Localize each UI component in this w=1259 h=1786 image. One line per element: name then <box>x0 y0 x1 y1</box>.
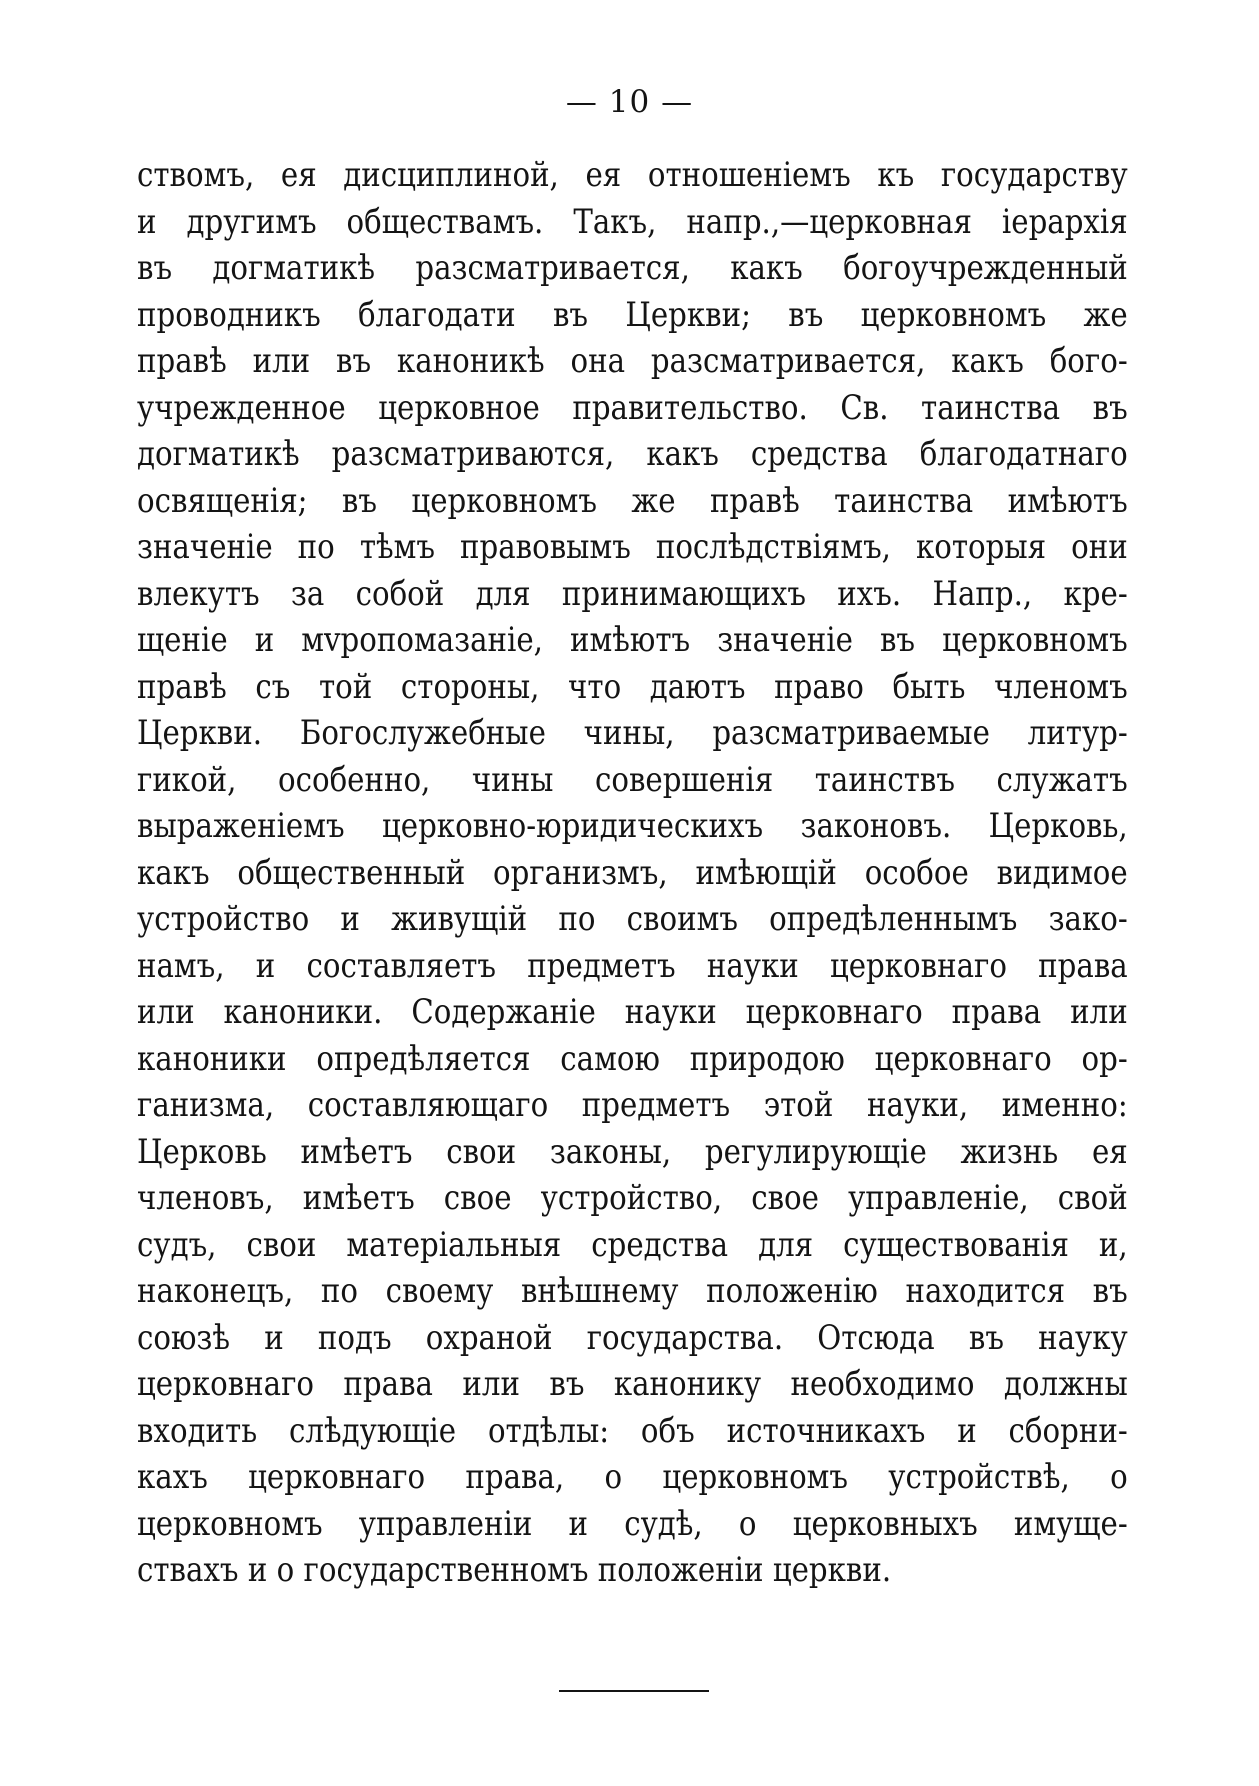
text-line: церковномъ управленiи и судѣ, о церковныхъ имуще- <box>137 1503 1128 1544</box>
text-line: выраженiемъ церковно-юридическихъ законовъ. Церковь, <box>137 806 1128 846</box>
text-line: церковнаго права или въ канонику необходимо должны <box>137 1364 1128 1404</box>
page-number: — 10 — <box>565 84 694 120</box>
text-line: входить слѣдующiе отдѣлы: объ источникахъ и сборни- <box>137 1410 1128 1451</box>
text-line: намъ, и составляетъ предметъ науки церковнаго права <box>137 945 1128 986</box>
text-line: правѣ или въ каноникѣ она разсматривается, какъ бого- <box>137 341 1128 381</box>
text-line: ствомъ, ея дисциплиной, ея отношенiемъ къ государству <box>137 155 1128 195</box>
text-line: судъ, свои матерiальныя средства для существованiя и, <box>137 1224 1128 1265</box>
text-line: проводникъ благодати въ Церкви; въ церковномъ же <box>137 294 1128 335</box>
text-line: какъ общественный организмъ, имѣющiй особое видимое <box>137 852 1128 893</box>
text-line: ганизма, составляющаго предметъ этой науки, именно: <box>137 1085 1128 1125</box>
text-line: устройство и живущiй по своимъ опредѣленнымъ зако- <box>137 899 1128 939</box>
section-end-rule <box>559 1690 709 1692</box>
text-line: членовъ, имѣетъ свое устройство, свое управленiе, свой <box>137 1178 1128 1218</box>
text-line: догматикѣ разсматриваются, какъ средства благодатнаго <box>137 434 1128 474</box>
text-line: учрежденное церковное правительство. Св. таинства въ <box>137 387 1128 428</box>
text-line: наконецъ, по своему внѣшнему положенiю находится въ <box>137 1271 1128 1311</box>
text-line: въ догматикѣ разсматривается, какъ богоучрежденный <box>137 248 1128 288</box>
text-line: значенiе по тѣмъ правовымъ послѣдствiямъ, которыя они <box>137 527 1128 567</box>
text-line: освященiя; въ церковномъ же правѣ таинства имѣютъ <box>137 480 1128 521</box>
text-line: влекутъ за собой для принимающихъ ихъ. Напр., кре- <box>137 573 1128 614</box>
text-line: кахъ церковнаго права, о церковномъ устройствѣ, о <box>137 1457 1128 1497</box>
text-line: союзѣ и подъ охраной государства. Отсюда въ науку <box>137 1317 1128 1358</box>
text-line: каноники опредѣляется самою природою церковнаго ор- <box>137 1038 1128 1079</box>
text-line: и другимъ обществамъ. Такъ, напр.,—церковная iерархiя <box>137 201 1128 242</box>
text-line: Церкви. Богослужебные чины, разсматриваемые литур- <box>137 713 1128 753</box>
text-line: гикой, особенно, чины совершенiя таинствъ служатъ <box>137 759 1128 800</box>
text-line: правѣ съ той стороны, что даютъ право быть членомъ <box>137 666 1128 707</box>
text-line-last: ствахъ и о государственномъ положенiи церкви. <box>137 1550 892 1590</box>
text-line: Церковь имѣетъ свои законы, регулирующiе жизнь ея <box>137 1131 1128 1172</box>
text-line: щенiе и мvропомазанiе, имѣютъ значенiе въ церковномъ <box>137 620 1128 660</box>
text-line: или каноники. Содержанiе науки церковнаго права или <box>137 992 1128 1032</box>
body-text <box>137 152 1128 1594</box>
